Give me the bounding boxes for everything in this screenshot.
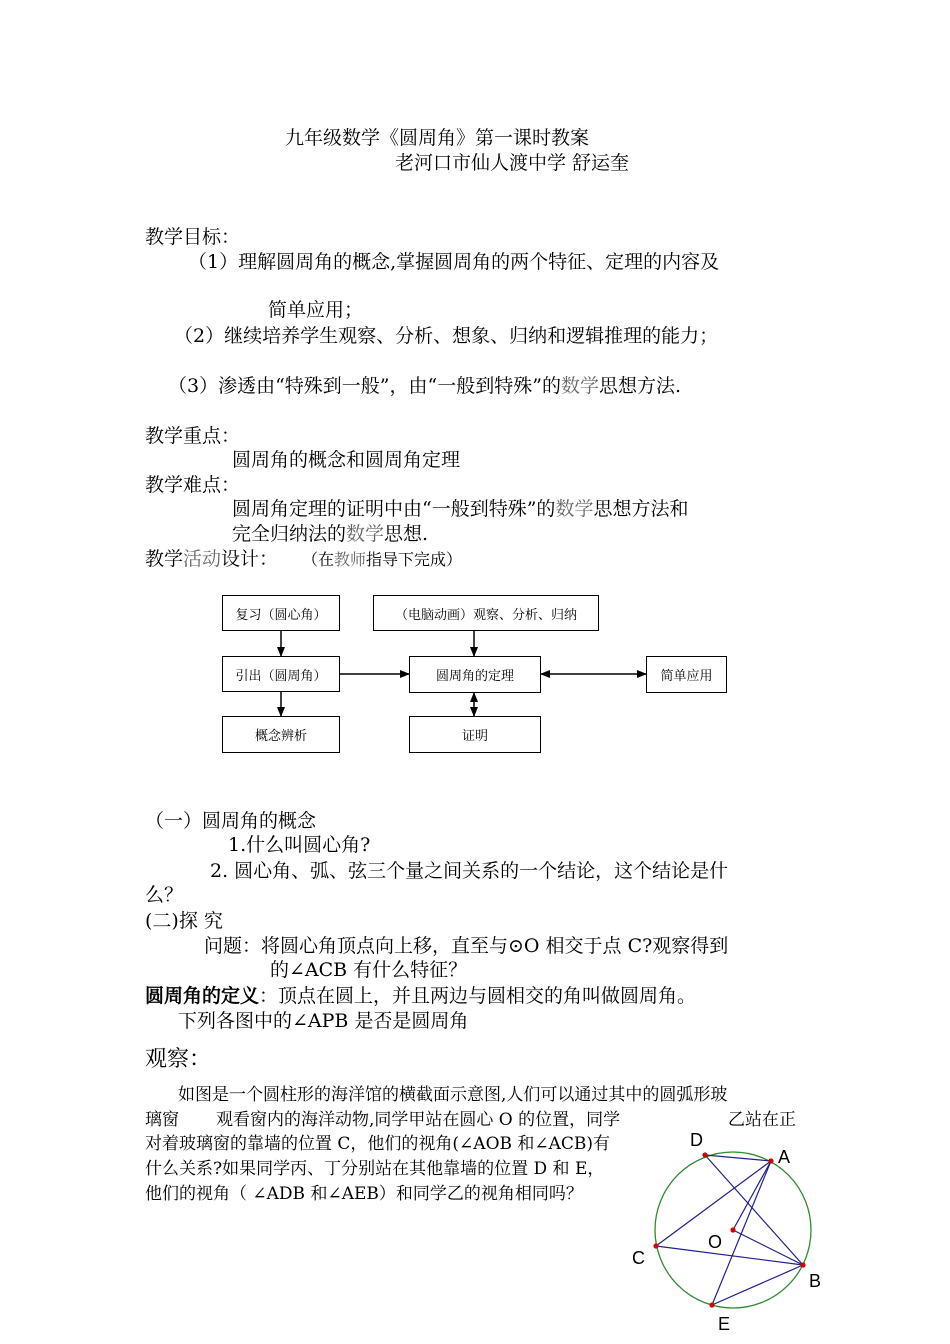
objective-3-pre: （3）渗透由“特殊到一般”，由“一般到特殊”的 (168, 375, 561, 397)
point-A (768, 1158, 773, 1163)
point-E (709, 1302, 714, 1307)
section-1-question-2-line-1: 2. 圆心角、弧、弦三个量之间关系的一个结论，这个结论是什 (210, 860, 729, 882)
difficulties-line-1-gray: 数学 (555, 498, 594, 520)
flow-box-proof: 证明 (409, 716, 541, 753)
section-1-question-2-line-2: 么？ (145, 884, 184, 906)
difficulties-line-2-pre: 完全归纳法的 (232, 523, 347, 545)
section-2-problem-line-2: 的∠ACB 有什么特征？ (270, 959, 468, 981)
observe-line-3: 对着玻璃窗的靠墙的位置 C，他们的视角(∠AOB 和∠ACB)有 (145, 1134, 611, 1154)
point-O (730, 1227, 735, 1232)
flow-box-computer-animation: （电脑动画）观察、分析、归纳 (373, 595, 599, 631)
flow-box-review: 复习（圆心角） (222, 595, 340, 631)
difficulties-heading: 教学难点： (145, 474, 241, 496)
section-2-problem-line-1: 问题：将圆心角顶点向上移，直至与⊙O 相交于点 C?观察得到 (204, 935, 729, 957)
point-D (702, 1152, 707, 1157)
key-points-content: 圆周角的概念和圆周角定理 (232, 449, 461, 471)
objective-1-line-1: （1）理解圆周角的概念,掌握圆周角的两个特征、定理的内容及 (188, 251, 720, 273)
key-points-heading: 教学重点： (145, 425, 241, 447)
flow-box-application: 简单应用 (646, 656, 727, 693)
segment-DA (705, 1155, 771, 1161)
document-author: 老河口市仙人渡中学 舒运奎 (395, 152, 630, 174)
section-1-question-1: 1.什么叫圆心角? (228, 834, 371, 856)
document-title: 九年级数学《圆周角》第一课时教案 (285, 127, 590, 149)
objective-3-post: 思想方法. (598, 375, 682, 397)
point-B (800, 1262, 805, 1267)
design-heading-gray: 活动 (183, 548, 222, 570)
difficulties-line-1-post: 思想方法和 (593, 498, 689, 520)
section-2-heading: (二)探 究 (145, 910, 223, 932)
observe-line-1: 如图是一个圆柱形的海洋馆的横截面示意图,人们可以通过其中的圆弧形玻 (178, 1085, 728, 1105)
objectives-heading: 教学目标： (145, 226, 241, 248)
observe-line-2-a: 璃窗 (145, 1110, 179, 1130)
segment-OA (733, 1161, 771, 1230)
definition-followup: 下列各图中的∠APB 是否是圆周角 (178, 1010, 469, 1032)
label-C: C (632, 1248, 645, 1268)
label-B: B (809, 1271, 822, 1291)
label-A: A (778, 1147, 791, 1167)
design-note-gray: 教师 (334, 550, 367, 569)
definition-label: 圆周角的定义 (145, 985, 260, 1007)
flow-box-introduce: 引出（圆周角） (222, 656, 340, 692)
design-note-post: 指导下完成） (366, 550, 463, 569)
definition-text: ：顶点在圆上，并且两边与圆相交的角叫做圆周角。 (259, 985, 697, 1007)
point-C (653, 1243, 658, 1248)
observe-line-2-c: 乙站在正 (728, 1110, 796, 1130)
design-heading-pre: 教学 (145, 548, 184, 570)
difficulties-line-2-gray: 数学 (346, 523, 385, 545)
observe-line-2-b: 观看窗内的海洋动物,同学甲站在圆心 O 的位置，同学 (216, 1110, 621, 1130)
flow-box-concept: 概念辨析 (222, 716, 340, 753)
label-E: E (718, 1314, 731, 1334)
design-heading-post: 设计： (221, 548, 279, 570)
observe-line-4: 什么关系?如果同学丙、丁分别站在其他靠墙的位置 D 和 E， (145, 1159, 605, 1179)
objective-2: （2）继续培养学生观察、分析、想象、归纳和逻辑推理的能力； (174, 325, 719, 347)
label-O: O (708, 1232, 723, 1252)
segment-OB (733, 1230, 803, 1265)
observe-line-5: 他们的视角（ ∠ADB 和∠AEB）和同学乙的视角相同吗？ (145, 1184, 583, 1204)
observe-heading: 观察： (145, 1047, 212, 1072)
difficulties-line-2-post: 思想. (384, 523, 429, 545)
label-D: D (690, 1130, 703, 1150)
flow-box-theorem: 圆周角的定理 (409, 656, 541, 693)
section-1-heading: （一）圆周角的概念 (145, 810, 317, 832)
design-note-pre: （在 (302, 550, 335, 569)
objective-3-gray: 数学 (560, 375, 599, 397)
objective-1-line-2: 简单应用； (268, 299, 364, 321)
difficulties-line-1-pre: 圆周角定理的证明中由“一般到特殊”的 (232, 498, 556, 520)
